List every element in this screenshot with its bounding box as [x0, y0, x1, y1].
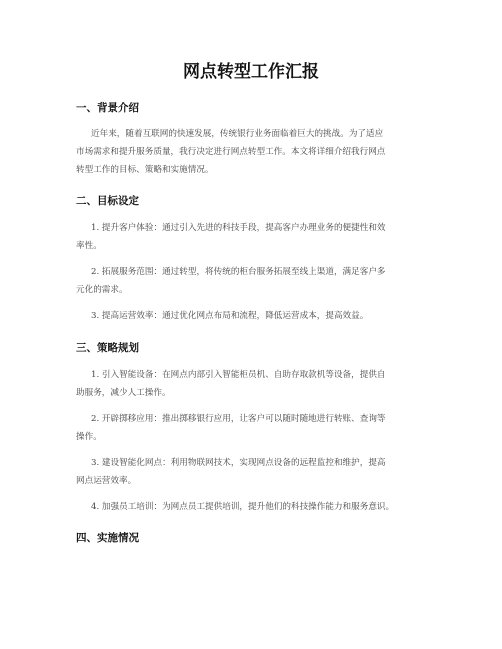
list-item-line: 2. 开辟掷移应用：推出掷移银行应用，让客户可以随时随地进行转账、查询等: [91, 414, 386, 424]
paragraph-line: 市场需求和提升服务质量，我行决定进行网点转型工作。本文将详细介绍我行网点: [76, 147, 386, 157]
list-item-line: 网点运营效率。: [76, 476, 137, 486]
list-item-line: 操作。: [76, 432, 102, 442]
list-item-line: 元化的需求。: [76, 285, 128, 295]
page-title: 网点转型工作汇报: [183, 62, 319, 82]
list-item-line: 3. 建设智能化网点：利用物联网技术，实现网点设备的远程监控和维护，提高: [91, 458, 386, 468]
section-heading-strategy: 三、策略规划: [76, 342, 139, 354]
paragraph-line: 转型工作的目标、策略和实施情况。: [76, 165, 214, 175]
section-heading-goals: 二、目标设定: [76, 195, 139, 207]
list-item-line: 3. 提高运营效率：通过优化网点布局和流程，降低运营成本，提高效益。: [91, 311, 369, 321]
list-item-line: 4. 加强员工培训：为网点员工提供培训，提升他们的科技操作能力和服务意识。: [91, 502, 395, 512]
list-item-line: 助服务，减少人工操作。: [76, 388, 171, 398]
paragraph-line: 近年来，随着互联网的快速发展，传统银行业务面临着巨大的挑战。为了适应: [91, 129, 384, 139]
section-heading-background: 一、背景介绍: [76, 102, 139, 114]
section-heading-implementation: 四、实施情况: [76, 532, 139, 544]
list-item-line: 1. 提升客户体验：通过引入先进的科技手段，提高客户办理业务的便捷性和效: [91, 223, 386, 233]
list-item-line: 率性。: [76, 241, 102, 251]
list-item-line: 1. 引入智能设备：在网点内部引入智能柜员机、自助存取款机等设备，提供自: [91, 370, 386, 380]
list-item-line: 2. 拓展服务范围：通过转型，将传统的柜台服务拓展至线上渠道，满足客户多: [91, 267, 386, 277]
